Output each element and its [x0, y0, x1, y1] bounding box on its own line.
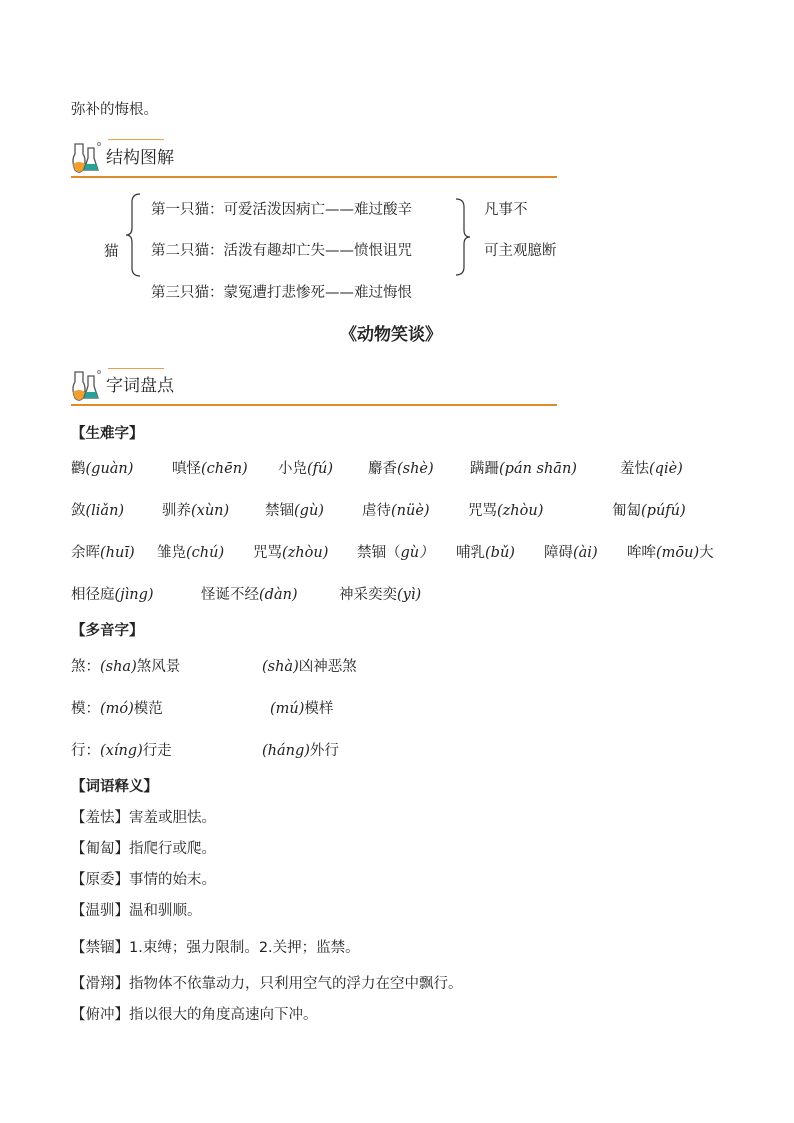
polyphone-word: 行走: [142, 743, 172, 759]
vocab-word: [71, 584, 154, 606]
polyphone-pinyin: (háng): [262, 743, 310, 759]
vocab-pinyin: (yì): [397, 587, 422, 603]
left-brace-icon: [122, 192, 144, 278]
vocab-word: [620, 458, 683, 480]
vocab-pinyin: (bǔ): [485, 545, 515, 561]
chemistry-flask-icon: [70, 140, 102, 176]
vocab-pinyin: (chú): [186, 545, 225, 561]
definition-meaning: 事情的始末。: [129, 872, 216, 888]
vocab-pinyin: (púfú): [641, 503, 686, 519]
polyphone-pinyin: (shà): [262, 659, 299, 675]
vocab-pinyin: (liǎn): [85, 503, 125, 519]
vocab-hanzi: 匍匐: [612, 503, 641, 519]
polyphone-entry: [71, 740, 172, 762]
vocab-hanzi: 余晖: [71, 545, 100, 561]
vocab-hanzi: 怪诞不经: [201, 587, 259, 603]
polyphone-word: 模样: [304, 701, 334, 717]
vocab-word: [71, 458, 133, 480]
diagram-conclusion-line1: 凡事不: [484, 202, 528, 218]
section-underline: [71, 176, 557, 178]
vocab-word: [357, 542, 434, 564]
vocab-pinyin: (ài): [573, 545, 598, 561]
polyphone-char: 模：: [71, 701, 100, 717]
definition-term: 【原委】: [71, 872, 129, 888]
vocab-word: [172, 458, 248, 480]
polyphone-entry: [262, 656, 357, 678]
vocab-hanzi: 相径庭: [71, 587, 115, 603]
definition-meaning: 指爬行或爬。: [129, 841, 216, 857]
vocab-hanzi: 嗔怪: [172, 461, 201, 477]
vocab-word: [544, 542, 598, 564]
vocab-hanzi: 障碍: [544, 545, 573, 561]
vocab-pinyin: (shè): [397, 461, 434, 477]
vocab-pinyin: (huī): [100, 545, 135, 561]
polyphone-entry: [270, 698, 333, 720]
intro-text: 弥补的悔根。: [71, 102, 158, 118]
definition-meaning: 1.束缚；强力限制。2.关押；监禁。: [129, 940, 360, 956]
diagram-row: 第三只猫：蒙冤遭打悲惨死——难过悔恨: [151, 285, 412, 301]
section-underline: [71, 404, 557, 406]
vocab-pinyin: (chēn): [201, 461, 248, 477]
definition-meaning: 指以很大的角度高速向下冲。: [129, 1007, 318, 1023]
right-brace-icon: [452, 197, 474, 277]
vocab-hanzi: 鹳: [71, 461, 86, 477]
polyphone-heading: 【多音字】: [71, 623, 144, 639]
polyphone-word: 模范: [133, 701, 163, 717]
vocab-pinyin: (mōu): [656, 545, 700, 561]
vocab-hanzi: 雏凫: [157, 545, 186, 561]
section-title: 字词盘点: [106, 376, 174, 396]
definition-row: [71, 808, 216, 828]
diagram-conclusion-line2: 可主观臆断: [484, 243, 557, 259]
vocab-pinyin: (guàn): [85, 461, 134, 477]
polyphone-pinyin: (mó): [100, 701, 134, 717]
polyphone-entry: [262, 740, 339, 762]
vocab-word: [201, 584, 298, 606]
polyphone-char: 行：: [71, 743, 100, 759]
vocab-hanzi: 禁锢: [265, 503, 294, 519]
definition-row: [71, 1005, 318, 1025]
definition-meaning: 指物体不依靠动力，只利用空气的浮力在空中飘行。: [129, 976, 463, 992]
vocab-pinyin: (xùn): [191, 503, 230, 519]
polyphone-word: 凶神恶煞: [298, 659, 357, 675]
polyphone-pinyin: (sha): [100, 659, 137, 675]
definition-row: [71, 870, 216, 890]
vocab-pinyin: gù）: [400, 545, 434, 561]
definition-term: 【滑翔】: [71, 976, 129, 992]
section-title: 结构图解: [106, 148, 174, 168]
vocab-word: [71, 500, 124, 522]
diagram-row: 第二只猫：活泼有趣却亡失——愤恨诅咒: [151, 243, 412, 259]
vocab-hanzi: 咒骂: [253, 545, 282, 561]
vocab-word: [339, 584, 421, 606]
polyphone-entry: [71, 656, 180, 678]
vocab-word: [627, 542, 714, 564]
polyphone-word: 外行: [309, 743, 339, 759]
vocab-word: [162, 500, 229, 522]
vocab-pinyin: (fú): [307, 461, 334, 477]
vocab-hanzi: 咒骂: [468, 503, 497, 519]
vocab-hanzi: 麝香: [368, 461, 397, 477]
vocab-suffix: 大: [699, 545, 714, 561]
vocab-word: [612, 500, 686, 522]
definition-term: 【温驯】: [71, 903, 129, 919]
vocab-word: [368, 458, 434, 480]
vocab-word: [362, 500, 430, 522]
definition-term: 【禁锢】: [71, 940, 129, 956]
vocab-hanzi: 蹒跚: [470, 461, 499, 477]
vocab-pinyin: (zhòu): [497, 503, 544, 519]
vocab-pinyin: (dàn): [259, 587, 298, 603]
diagram-row: 第一只猫：可爱活泼因病亡——难过酸辛: [151, 202, 412, 218]
title-overline: [108, 139, 164, 140]
vocab-hanzi: 神采奕奕: [339, 587, 397, 603]
chemistry-flask-icon: [70, 368, 102, 404]
vocab-word: [278, 458, 333, 480]
vocab-word: [157, 542, 224, 564]
vocab-hanzi: 羞怯: [620, 461, 649, 477]
vocab-pinyin: (gù): [294, 503, 324, 519]
definitions-heading: 【词语释义】: [71, 779, 158, 795]
vocab-pinyin: (pán shān): [499, 461, 577, 477]
vocab-pinyin: (zhòu): [282, 545, 329, 561]
vocab-hanzi: 驯养: [162, 503, 191, 519]
vocab-hanzi: 哞哞: [627, 545, 656, 561]
polyphone-pinyin: (xíng): [100, 743, 143, 759]
vocab-hanzi: 虐待: [362, 503, 391, 519]
hard-words-heading: 【生难字】: [71, 426, 144, 442]
vocab-hanzi: 哺乳: [456, 545, 485, 561]
polyphone-char: 煞：: [71, 659, 100, 675]
vocab-word: [265, 500, 324, 522]
book-title: 《动物笑谈》: [340, 325, 442, 345]
vocab-hanzi: 敛: [71, 503, 86, 519]
definition-meaning: 温和驯顺。: [129, 903, 202, 919]
polyphone-pinyin: (mú): [270, 701, 305, 717]
polyphone-entry: [71, 698, 163, 720]
diagram-center-label: 猫: [104, 244, 119, 260]
vocab-pinyin: (jìng): [114, 587, 154, 603]
definition-term: 【匍匐】: [71, 841, 129, 857]
vocab-word: [71, 542, 135, 564]
vocab-word: [253, 542, 328, 564]
vocab-word: [456, 542, 515, 564]
definition-term: 【羞怯】: [71, 810, 129, 826]
polyphone-word: 煞风景: [136, 659, 181, 675]
vocab-word: [468, 500, 543, 522]
definition-meaning: 害羞或胆怯。: [129, 810, 216, 826]
vocab-pinyin: (nüè): [391, 503, 430, 519]
vocab-word: [470, 458, 577, 480]
definition-row: [71, 974, 463, 994]
vocab-hanzi: 禁锢（: [357, 545, 401, 561]
vocab-hanzi: 小凫: [278, 461, 307, 477]
definition-term: 【俯冲】: [71, 1007, 129, 1023]
definition-row: [71, 901, 202, 921]
definition-row: [71, 938, 360, 958]
vocab-pinyin: (qiè): [649, 461, 683, 477]
definition-row: [71, 839, 216, 859]
title-overline: [108, 368, 164, 369]
